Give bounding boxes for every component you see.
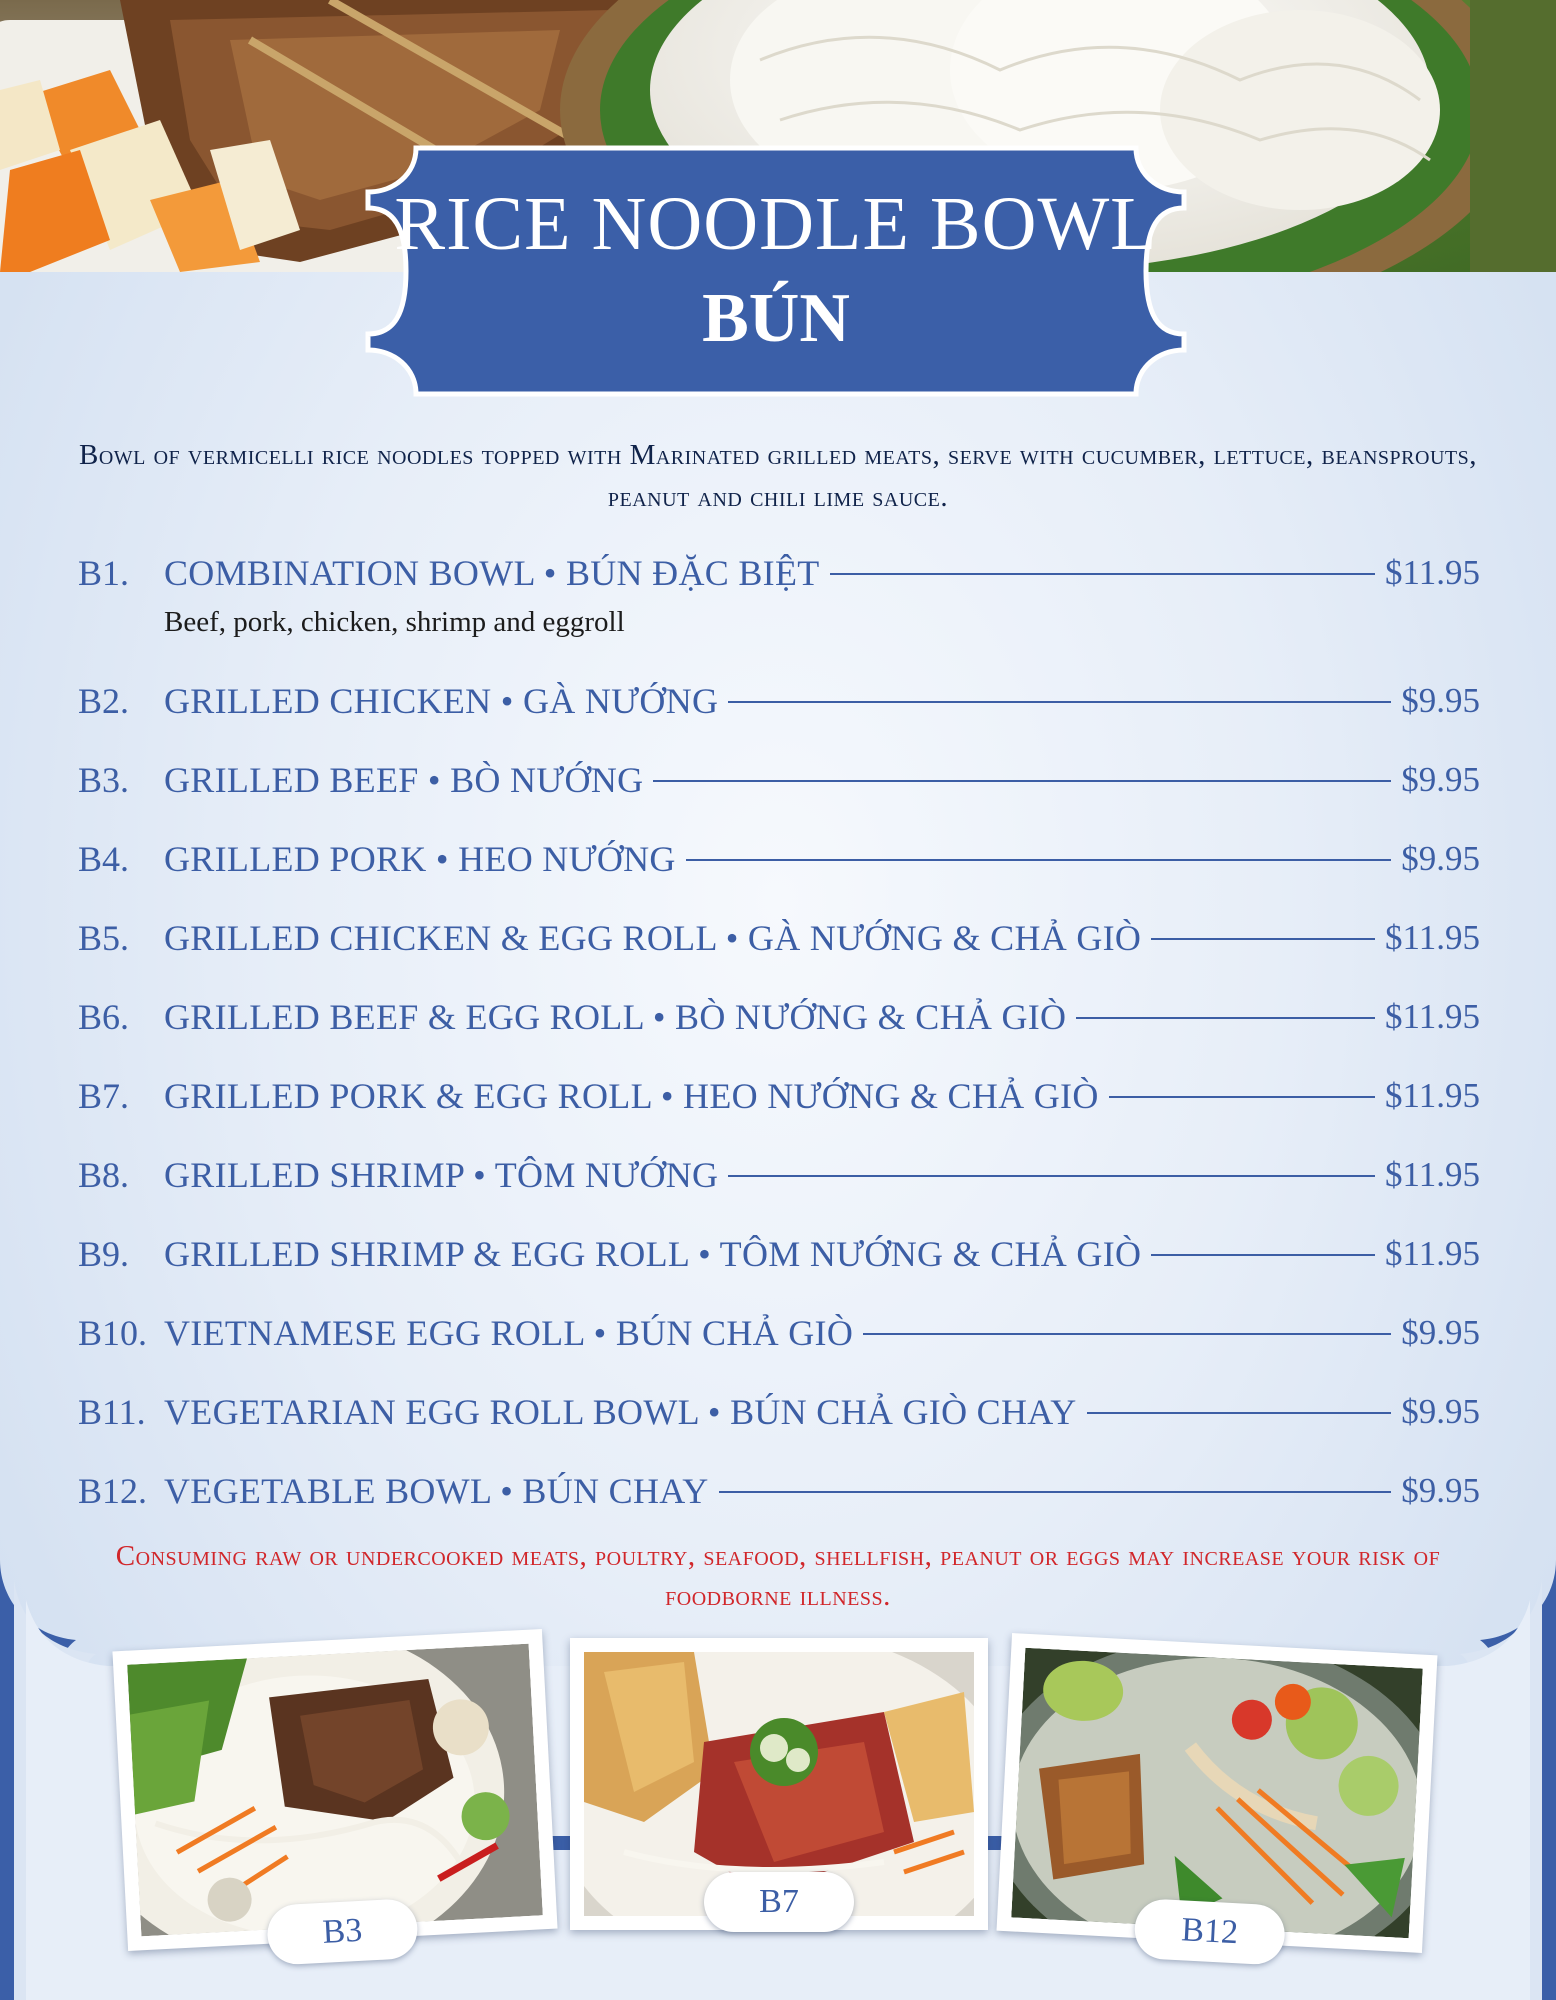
item-price: $9.95 <box>1401 839 1480 878</box>
menu-item-b6 <box>78 992 1480 1042</box>
photo-label-b3: B3 <box>266 1898 419 1966</box>
photo-label-b7: B7 <box>704 1872 854 1932</box>
item-code: B10. <box>78 1313 148 1353</box>
menu-item-b1 <box>78 548 1480 638</box>
photo-card-b7 <box>570 1638 988 1930</box>
price-leader-line <box>728 1175 1375 1177</box>
menu-item-b2 <box>78 676 1480 726</box>
photo-b12-image <box>1011 1648 1423 1938</box>
item-name: VEGETABLE BOWL • BÚN CHAY <box>164 1471 709 1511</box>
item-name: VEGETARIAN EGG ROLL BOWL • BÚN CHẢ GIÒ CHAY <box>164 1392 1077 1432</box>
menu-item-b10 <box>78 1308 1480 1358</box>
item-price: $11.95 <box>1385 918 1480 957</box>
price-leader-line <box>1076 1017 1375 1019</box>
item-name: GRILLED BEEF • BÒ NƯỚNG <box>164 760 644 800</box>
item-description: Beef, pork, chicken, shrimp and eggroll <box>164 606 625 638</box>
item-name: GRILLED SHRIMP • TÔM NƯỚNG <box>164 1155 719 1195</box>
page-title: RICE NOODLE BOWL <box>394 182 1158 266</box>
item-price: $11.95 <box>1385 997 1480 1036</box>
item-name: GRILLED BEEF & EGG ROLL • BÒ NƯỚNG & CHẢ GIÒ <box>164 997 1067 1037</box>
item-price: $9.95 <box>1401 760 1480 799</box>
menu-item-b9 <box>78 1229 1480 1279</box>
item-price: $11.95 <box>1385 1076 1480 1115</box>
menu-item-b7 <box>78 1071 1480 1121</box>
item-code: B1. <box>78 553 130 593</box>
item-name: GRILLED PORK & EGG ROLL • HEO NƯỚNG & CHẢ GIÒ <box>164 1076 1099 1116</box>
menu-item-b12 <box>78 1466 1480 1516</box>
item-name: GRILLED PORK • HEO NƯỚNG <box>164 839 676 879</box>
item-code: B4. <box>78 839 130 879</box>
section-description: Bowl of vermicelli rice noodles topped with Marinated grilled meats, serve with cucumber, lettuce, beansprouts, peanut and chili lime sauce. <box>78 439 1477 513</box>
title-badge-frame <box>346 138 1206 404</box>
item-price: $9.95 <box>1401 1471 1480 1510</box>
item-price: $11.95 <box>1385 553 1480 592</box>
photo-card-b12 <box>996 1633 1437 1953</box>
item-code: B2. <box>78 681 130 721</box>
menu-item-b8 <box>78 1150 1480 1200</box>
food-safety-warning: Consuming raw or undercooked meats, poultry, seafood, shellfish, peanut or eggs may increase your risk of foodborne illness. <box>115 1540 1441 1612</box>
item-price: $11.95 <box>1385 1155 1480 1194</box>
title-badge <box>346 138 1206 404</box>
item-name: GRILLED SHRIMP & EGG ROLL • TÔM NƯỚNG & CHẢ GIÒ <box>164 1234 1142 1274</box>
price-leader-line <box>686 859 1392 861</box>
price-leader-line <box>863 1333 1391 1335</box>
item-code: B9. <box>78 1234 130 1274</box>
item-code: B7. <box>78 1076 130 1116</box>
price-leader-line <box>1087 1412 1392 1414</box>
item-price: $9.95 <box>1401 681 1480 720</box>
item-name: GRILLED CHICKEN • GÀ NƯỚNG <box>164 681 719 721</box>
menu-item-b11 <box>78 1387 1480 1437</box>
price-leader-line <box>1151 1254 1375 1256</box>
menu-item-b5 <box>78 913 1480 963</box>
photo-card-b3 <box>112 1629 557 1951</box>
photo-label-b12: B12 <box>1133 1898 1286 1966</box>
item-code: B12. <box>78 1471 148 1511</box>
item-code: B6. <box>78 997 130 1037</box>
price-leader-line <box>653 780 1391 782</box>
menu-item-b3 <box>78 755 1480 805</box>
item-price: $11.95 <box>1385 1234 1480 1273</box>
price-leader-line <box>719 1491 1392 1493</box>
item-code: B5. <box>78 918 130 958</box>
item-code: B11. <box>78 1392 146 1432</box>
item-name: COMBINATION BOWL • BÚN ĐẶC BIỆT <box>164 553 820 593</box>
price-leader-line <box>728 701 1391 703</box>
item-name: VIETNAMESE EGG ROLL • BÚN CHẢ GIÒ <box>164 1313 854 1353</box>
item-code: B3. <box>78 760 130 800</box>
page-subtitle: BÚN <box>702 280 850 357</box>
price-leader-line <box>1151 938 1375 940</box>
item-price: $9.95 <box>1401 1313 1480 1352</box>
item-price: $9.95 <box>1401 1392 1480 1431</box>
menu-item-b4 <box>78 834 1480 884</box>
item-code: B8. <box>78 1155 130 1195</box>
photo-b3-image <box>127 1644 543 1937</box>
price-leader-line <box>830 573 1376 575</box>
item-name: GRILLED CHICKEN & EGG ROLL • GÀ NƯỚNG & CHẢ GIÒ <box>164 918 1142 958</box>
price-leader-line <box>1109 1096 1375 1098</box>
